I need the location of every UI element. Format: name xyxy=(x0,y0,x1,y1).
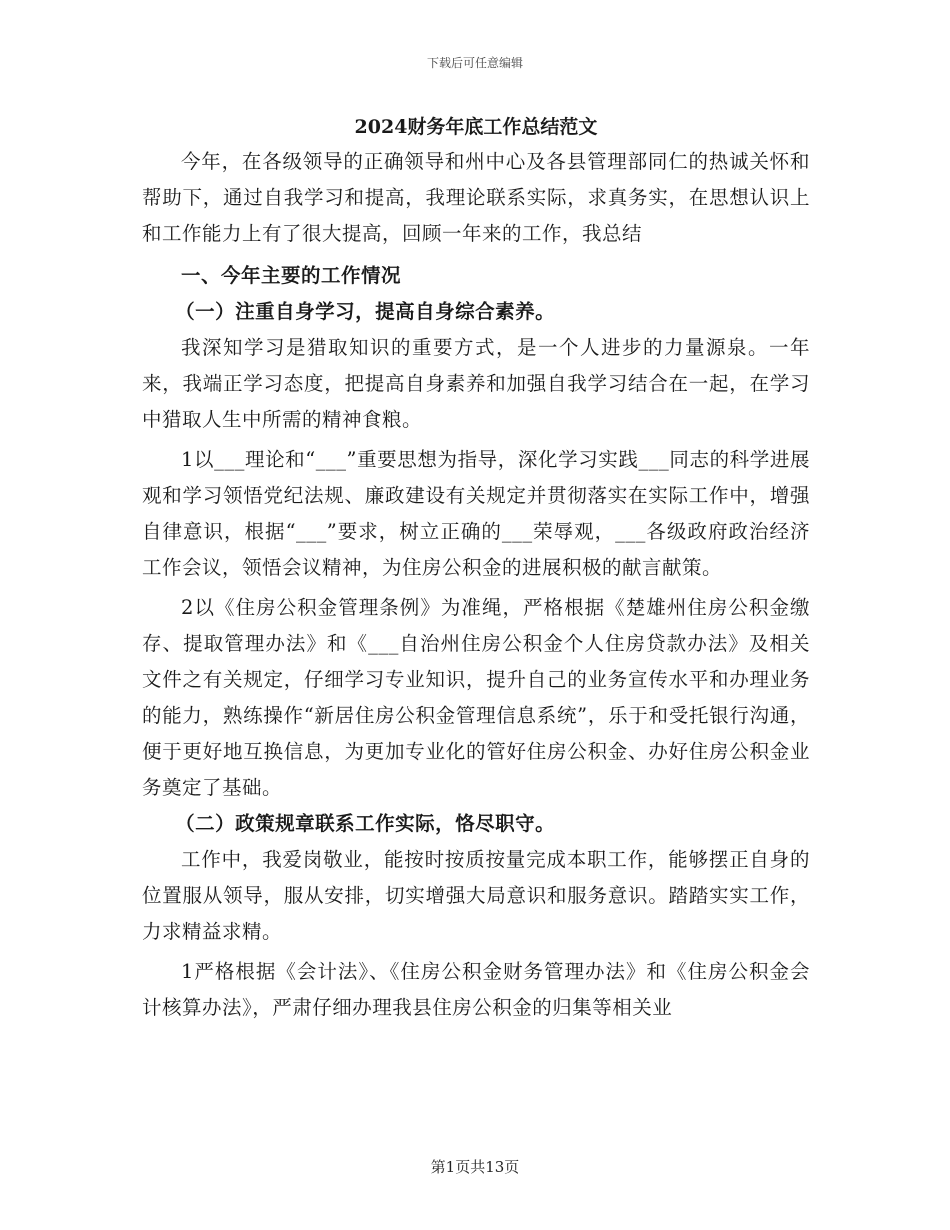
subsection-heading-1: （一）注重自身学习，提高自身综合素养。 xyxy=(175,300,556,323)
page-header: 下载后可任意编辑 xyxy=(426,56,523,70)
document-title: 2024财务年底工作总结范文 xyxy=(354,116,598,138)
intro-paragraph: 今年，在各级领导的正确领导和州中心及各县管理部同仁的热诚关怀和帮助下，通过自我学习和提高，我理论联系实际，求真务实，在思想认识上和工作能力上有了很大提高，回顾一年来的工作，我总结 xyxy=(142,150,810,245)
page-footer: 第1页共13页 xyxy=(430,1158,520,1176)
paragraph-duty: 工作中，我爱岗敬业，能按时按质按量完成本职工作，能够摆正自身的位置服从领导，服从安排，切实增强大局意识和服务意识。踏踏实实工作，力求精益求精。 xyxy=(142,848,810,943)
paragraph-item-1: 1以___理论和“___”重要思想为指导，深化学习实践___同志的科学进展观和学习领悟党纪法规、廉政建设有关规定并贯彻落实在实际工作中，增强自律意识，根据“___”要求，树立正确的___荣辱观，___各级政府政治经济工作会议，领悟会议精神，为住房公积金的进展积极的献言献策。 xyxy=(142,448,810,579)
document-body xyxy=(142,112,810,1026)
subsection-heading-2: （二）政策规章联系工作实际，恪尽职守。 xyxy=(175,812,556,835)
paragraph-item-3: 1严格根据《会计法》、《住房公积金财务管理办法》和《住房公积金会计核算办法》，严肃仔细办理我县住房公积金的归集等相关业 xyxy=(142,960,810,1019)
section-heading-1: 一、今年主要的工作情况 xyxy=(181,264,402,287)
paragraph-item-2: 2以《住房公积金管理条例》为准绳，严格根据《楚雄州住房公积金缴存、提取管理办法》和《___自治州住房公积金个人住房贷款办法》及相关文件之有关规定，仔细学习专业知识，提升自己的业务宣传水平和办理业务的能力，熟练操作“新居住房公积金管理信息系统”，乐于和受托银行沟通，便于更好地互换信息，为更加专业化的管好住房公积金、办好住房公积金业务奠定了基础。 xyxy=(142,596,810,799)
paragraph-study: 我深知学习是猎取知识的重要方式，是一个人进步的力量源泉。一年来，我端正学习态度，把提高自身素养和加强自我学习结合在一起，在学习中猎取人生中所需的精神食粮。 xyxy=(142,336,810,431)
